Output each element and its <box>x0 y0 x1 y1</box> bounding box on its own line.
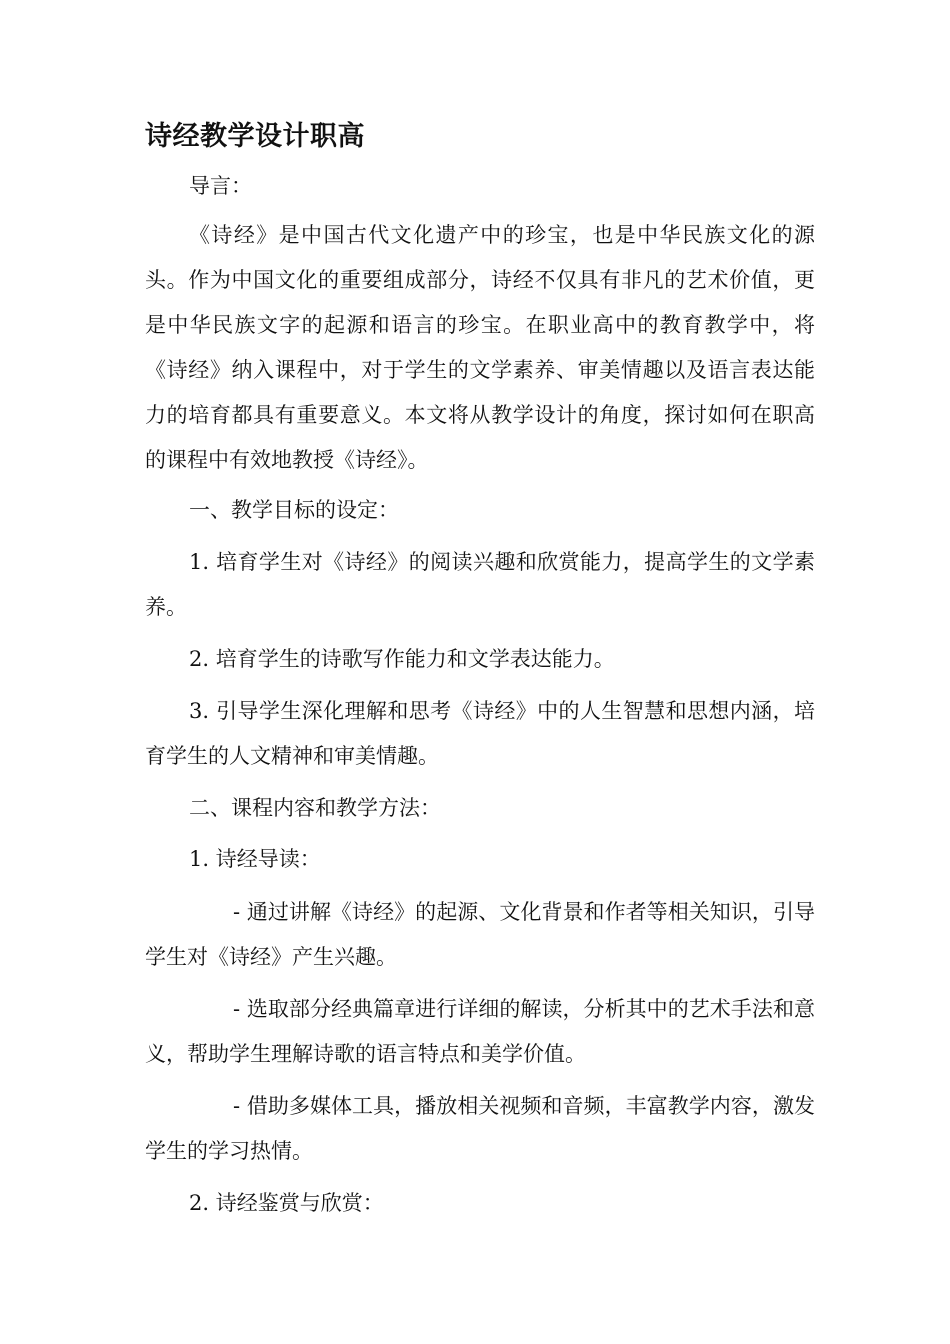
method-item-2-heading: 2. 诗经鉴赏与欣赏： <box>189 1191 384 1215</box>
method-item-1-heading: 1. 诗经导读： <box>189 847 321 871</box>
goal-item-2: 2. 培育学生的诗歌写作能力和文学表达能力。 <box>189 647 615 671</box>
method-bullet-2: - 选取部分经典篇章进行详细的解读，分析其中的艺术手法和意义，帮助学生理解诗歌的语言特点和美学价值。 <box>145 997 815 1066</box>
intro-heading: 导言： <box>189 174 252 198</box>
section-heading-goals: 一、教学目标的设定： <box>189 498 399 522</box>
intro-paragraph: 《诗经》是中国古代文化遗产中的珍宝，也是中华民族文化的源头。作为中国文化的重要组成部分，诗经不仅具有非凡的艺术价值，更是中华民族文字的起源和语言的珍宝。在职业高中的教育教学中，将《诗经》纳入课程中，对于学生的文学素养、审美情趣以及语言表达能力的培育都具有重要意义。本文将从教学设计的角度，探讨如何在职高的课程中有效地教授《诗经》。 <box>145 223 815 472</box>
method-bullet-3: - 借助多媒体工具，播放相关视频和音频，丰富教学内容，激发学生的学习热情。 <box>145 1094 815 1163</box>
document-title: 诗经教学设计职高 <box>145 121 365 152</box>
method-bullet-1: - 通过讲解《诗经》的起源、文化背景和作者等相关知识，引导学生对《诗经》产生兴趣。 <box>145 900 815 969</box>
section-heading-methods: 二、课程内容和教学方法： <box>189 796 441 820</box>
goal-item-3: 3. 引导学生深化理解和思考《诗经》中的人生智慧和思想内涵，培育学生的人文精神和审美情趣。 <box>145 699 815 768</box>
goal-item-1: 1. 培育学生对《诗经》的阅读兴趣和欣赏能力，提高学生的文学素养。 <box>145 550 815 619</box>
